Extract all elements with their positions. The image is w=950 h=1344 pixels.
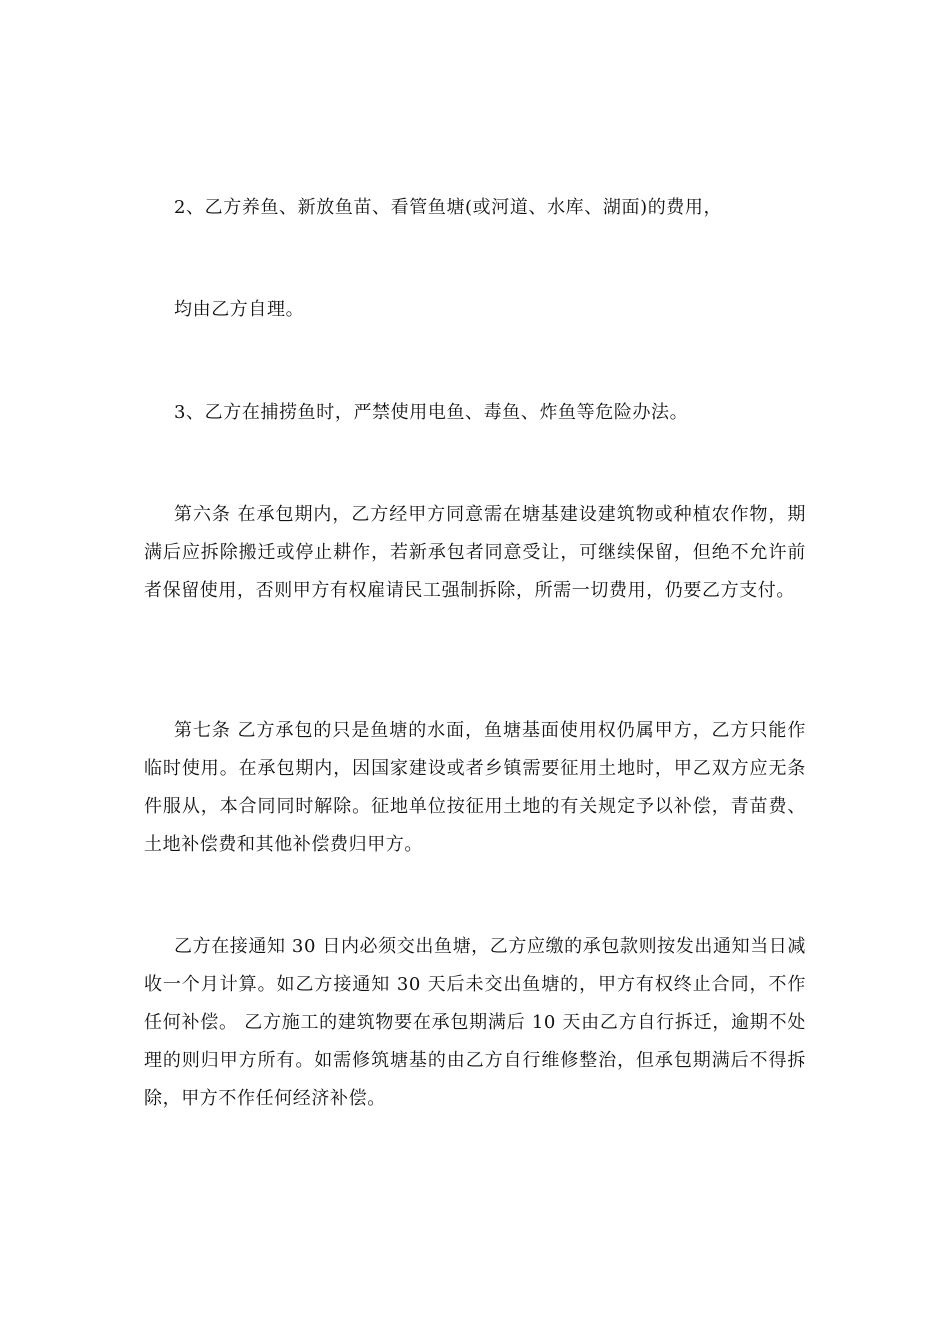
paragraph-article-6: 第六条 在承包期内，乙方经甲方同意需在塘基建设建筑物或种植农作物，期满后应拆除搬迁或停止耕作，若新承包者同意受让，可继续保留，但绝不允许前者保留使用，否则甲方有权雇请民工强制拆除，所需一切费用，仍要乙方支付。 (144, 504, 806, 601)
paragraph-article-7: 第七条 乙方承包的只是鱼塘的水面，鱼塘基面使用权仍属甲方，乙方只能作临时使用。在承包期内，因国家建设或者乡镇需要征用土地时，甲乙双方应无条件服从，本合同同时解除。征地单位按征用土地的有关规定予以补偿，青苗费、土地补偿费和其他补偿费归甲方。 (144, 720, 806, 855)
paragraph-item-3: 3、乙方在捕捞鱼时，严禁使用电鱼、毒鱼、炸鱼等危险办法。 (174, 402, 689, 423)
paragraph-item-2: 2、乙方养鱼、新放鱼苗、看管鱼塘(或河道、水库、湖面)的费用， (174, 197, 723, 218)
paragraph-handover-terms: 乙方在接通知 30 日内必须交出鱼塘，乙方应缴的承包款则按发出通知当日减收一个月计算。如乙方接通知 30 天后未交出鱼塘的，甲方有权终止合同，不作任何补偿。 乙方施工的建筑物要在承包期满后 10 天由乙方自行拆迁，逾期不处理的则归甲方所有。如需修筑塘基的由乙方自行维修整治，但承包期满后不得拆除，甲方不作任何经济补偿。 (144, 936, 806, 1109)
paragraph-item-2-continued: 均由乙方自理。 (174, 299, 305, 320)
